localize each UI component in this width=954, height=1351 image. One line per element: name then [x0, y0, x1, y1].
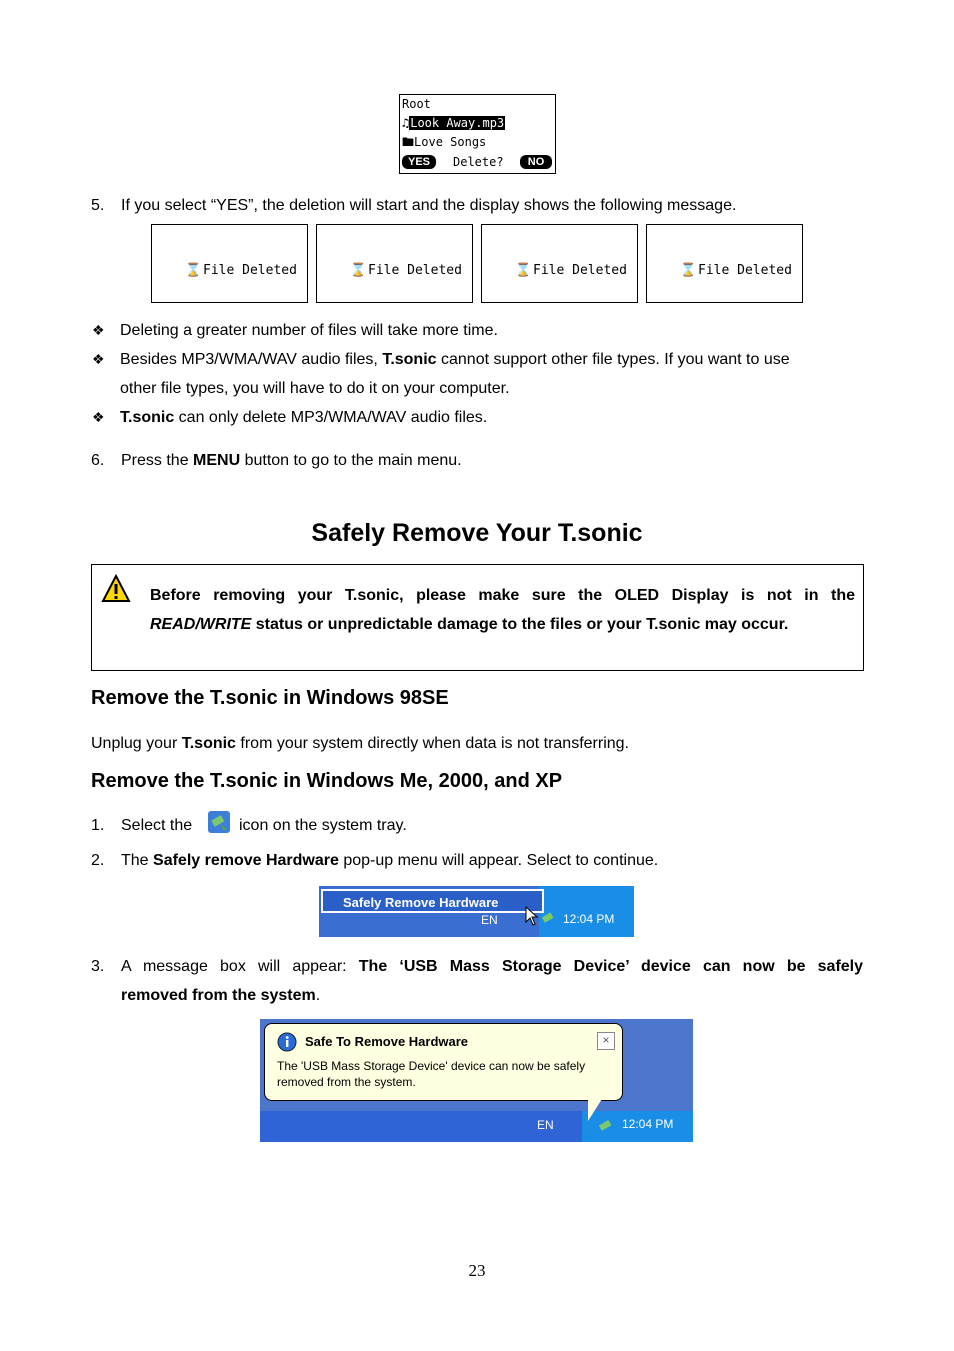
tray-clock: 12:04 PM [622, 1117, 674, 1131]
oled-yes-button: YES [402, 155, 436, 169]
notification-balloon [264, 1023, 623, 1101]
file-deleted-label: File Deleted [533, 263, 627, 278]
tray-hardware-icon [541, 910, 557, 926]
oled-delete-prompt: Delete? [453, 155, 504, 169]
safely-remove-hardware-menu-item: Safely Remove Hardware [321, 889, 544, 913]
hourglass-icon: ⌛ [350, 263, 367, 278]
safely-remove-hardware-icon [207, 810, 231, 834]
safe-to-remove-balloon-screenshot [260, 1019, 693, 1142]
file-deleted-screen-4 [646, 224, 803, 303]
bullet-1-text: Deleting a greater number of files will take more time. [120, 322, 498, 339]
language-indicator: EN [537, 1118, 554, 1132]
diamond-bullet-icon: ❖ [92, 409, 105, 425]
bullet-3-text: T.sonic can only delete MP3/WMA/WAV audio files. [120, 409, 488, 426]
file-deleted-screen-3 [481, 224, 638, 303]
diamond-bullet-icon: ❖ [92, 322, 105, 338]
taskbar-safely-remove-screenshot [319, 886, 634, 937]
section-title: Safely Remove Your T.sonic [311, 519, 643, 547]
hourglass-icon: ⌛ [680, 263, 697, 278]
oled-selected-file: Look Away.mp3 [410, 116, 505, 130]
diamond-bullet-icon: ❖ [92, 351, 105, 367]
file-deleted-screen-2 [316, 224, 473, 303]
warning-box [91, 564, 864, 671]
hourglass-icon: ⌛ [185, 263, 202, 278]
oled-delete-screen [399, 94, 556, 174]
balloon-title: Safe To Remove Hardware [305, 1034, 469, 1049]
step-6-number: 6. [91, 452, 105, 469]
step-6-text: Press the MENU button to go to the main menu. [121, 452, 462, 469]
step-5-number: 5. [91, 197, 105, 214]
heading-windows-98: Remove the T.sonic in Windows 98SE [91, 687, 449, 709]
tray-clock: 12:04 PM [563, 912, 615, 926]
oled-line-file [402, 116, 505, 130]
music-note-icon: ♫ [402, 116, 410, 130]
balloon-message: The 'USB Mass Storage Device' device can now be safely removed from the system. [277, 1059, 586, 1089]
tray-hardware-icon [597, 1117, 615, 1135]
file-deleted-label: File Deleted [698, 263, 792, 278]
step-5-text: If you select “YES”, the deletion will start and the display shows the following message. [121, 197, 737, 214]
info-icon [277, 1032, 297, 1052]
bullet-2-line2: other file types, you will have to do it on your computer. [120, 380, 510, 397]
warning-icon [101, 574, 131, 604]
step-3-line1: A message box will appear: The ‘USB Mass Storage Device’ device can now be safely [121, 958, 864, 975]
language-indicator: EN [481, 913, 498, 927]
step-1-number: 1. [91, 817, 105, 834]
step-3-line2: removed from the system. [121, 987, 321, 1004]
step-2-number: 2. [91, 852, 105, 869]
file-deleted-label: File Deleted [368, 263, 462, 278]
step-1-post: icon on the system tray. [239, 817, 407, 834]
windows-98-text: Unplug your T.sonic from your system directly when data is not transferring. [91, 735, 629, 752]
file-deleted-label: File Deleted [203, 263, 297, 278]
balloon-close-icon: × [597, 1032, 615, 1050]
step-1-pre: Select the [121, 817, 193, 834]
mouse-cursor-icon [525, 906, 539, 926]
folder-icon: 🖿 [402, 135, 415, 149]
hourglass-icon: ⌛ [515, 263, 532, 278]
oled-no-button: NO [520, 155, 552, 169]
bullet-2-text: Besides MP3/WMA/WAV audio files, T.sonic cannot support other file types. If you want to use [120, 351, 790, 368]
file-deleted-screen-1 [151, 224, 308, 303]
step-2-text: The Safely remove Hardware pop-up menu will appear. Select to continue. [121, 852, 659, 869]
heading-windows-me-xp: Remove the T.sonic in Windows Me, 2000, and XP [91, 770, 563, 792]
oled-line-root: Root [402, 97, 431, 111]
oled-folder-name: Love Songs [414, 135, 487, 149]
step-3-number: 3. [91, 958, 105, 975]
oled-line-folder [402, 135, 486, 149]
page-number: 23 [468, 1261, 486, 1280]
warning-text: Before removing your T.sonic, please make sure the OLED Display is not in the READ/WRITE status or unpredictable damage to the files or your T.sonic may occur. [150, 587, 855, 633]
